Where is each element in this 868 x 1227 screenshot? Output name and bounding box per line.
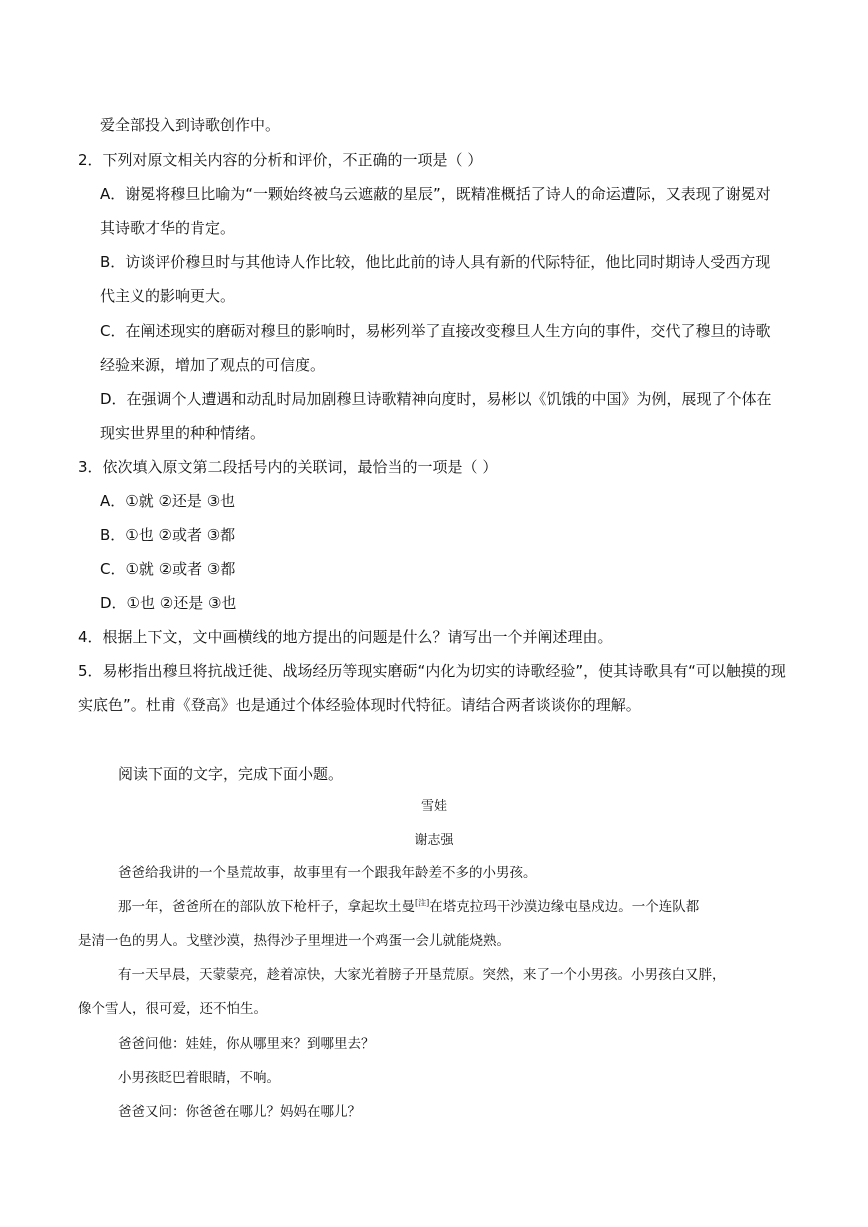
question-3-option-d: D．①也 ②还是 ③也 [100,594,237,612]
question-2-option-c-line1: C．在阐述现实的磨砺对穆旦的影响时，易彬列举了直接改变穆旦人生方向的事件，交代了穆旦的诗歌 [100,322,771,340]
question-3-stem: 3．依次填入原文第二段括号内的关联词，最恰当的一项是（ ） [78,458,498,476]
story-paragraph-2-line2: 是清一色的男人。戈壁沙漠，热得沙子里埋进一个鸡蛋一会儿就能烧熟。 [78,933,510,949]
question-3-option-c: C．①就 ②或者 ③都 [100,560,236,578]
story-paragraph-6: 爸爸又问：你爸爸在哪儿？妈妈在哪儿？ [118,1104,361,1120]
story-paragraph-5: 小男孩眨巴着眼睛，不响。 [118,1070,280,1086]
question-2-option-b-line1: B．访谈评价穆旦时与其他诗人作比较，他比此前的诗人具有新的代际特征，他比同时期诗人受西方现 [100,253,771,271]
question-2-option-a-line2: 其诗歌才华的肯定。 [100,219,236,237]
footnote-marker: [注] [415,898,430,908]
story-title: 雪娃 [420,799,447,814]
story-paragraph-4: 爸爸问他：娃娃，你从哪里来？到哪里去？ [118,1036,375,1052]
story-paragraph-3-line2: 像个雪人，很可爱，还不怕生。 [78,1001,267,1017]
q1-option-tail: 爱全部投入到诗歌创作中。 [100,116,281,134]
question-2-option-d-line2: 现实世界里的种种情绪。 [100,424,266,442]
question-2-option-b-line2: 代主义的影响更大。 [100,287,236,305]
question-5-line1: 5．易彬指出穆旦将抗战迁徙、战场经历等现实磨砺“内化为切实的诗歌经验”，使其诗歌具有“可以触摸的现 [78,662,786,680]
question-3-option-a: A．①就 ②还是 ③也 [100,492,236,510]
story-author: 谢志强 [414,833,454,848]
question-3-option-b: B．①也 ②或者 ③都 [100,526,236,544]
question-2-option-a-line1: A．谢冕将穆旦比喻为“一颗始终被乌云遮蔽的星辰”，既精准概括了诗人的命运遭际，又表现了谢冕对 [100,185,771,203]
reading-instruction: 阅读下面的文字，完成下面小题。 [118,765,344,783]
story-paragraph-2 [118,897,699,917]
story-paragraph-2-text-b: 在塔克拉玛干沙漠边缘屯垦戍边。一个连队都 [429,899,700,915]
question-2-option-c-line2: 经验来源，增加了观点的可信度。 [100,356,326,374]
question-2-option-d-line1: D．在强调个人遭遇和动乱时局加剧穆旦诗歌精神向度时，易彬以《饥饿的中国》为例，展现了个体在 [100,390,772,408]
story-paragraph-3: 有一天早晨，天蒙蒙亮，趁着凉快，大家光着膀子开垦荒原。突然，来了一个小男孩。小男孩白又胖， [118,967,726,983]
story-paragraph-2-text-a: 那一年，爸爸所在的部队放下枪杆子，拿起坎土曼 [118,899,415,915]
question-5-line2: 实底色”。杜甫《登高》也是通过个体经验体现时代特征。请结合两者谈谈你的理解。 [78,696,641,714]
question-2-stem: 2．下列对原文相关内容的分析和评价，不正确的一项是（ ） [78,151,483,169]
question-4: 4．根据上下文，文中画横线的地方提出的问题是什么？请写出一个并阐述理由。 [78,628,613,646]
story-paragraph-1: 爸爸给我讲的一个垦荒故事，故事里有一个跟我年龄差不多的小男孩。 [118,865,537,881]
